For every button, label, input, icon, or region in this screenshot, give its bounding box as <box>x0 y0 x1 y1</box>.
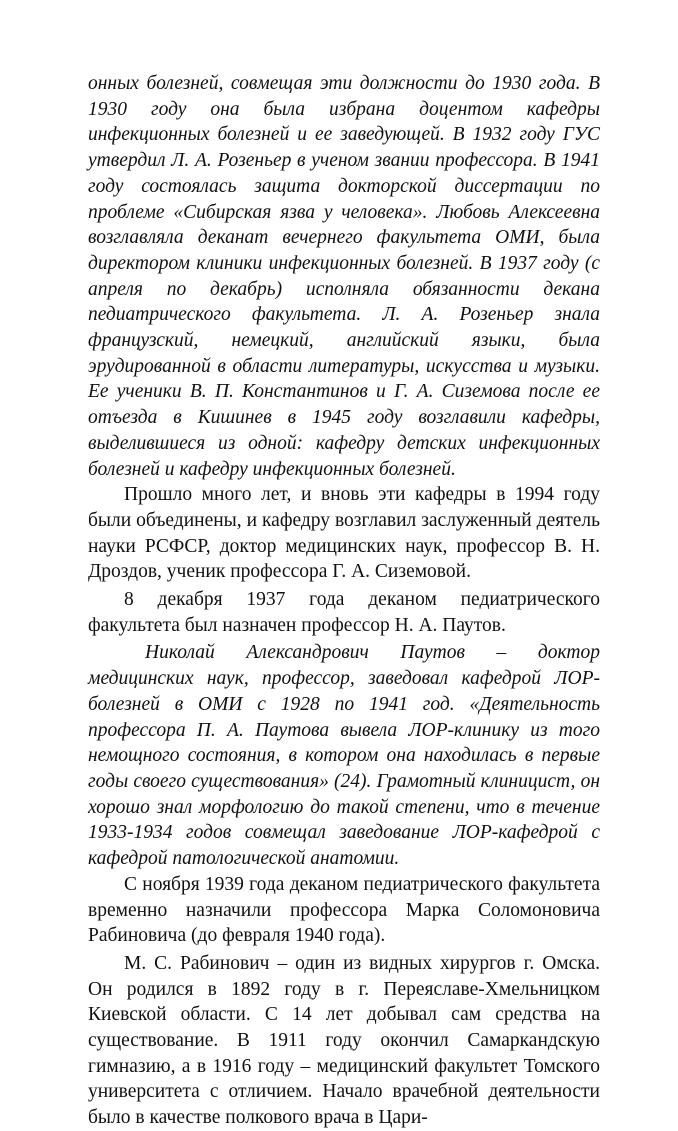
paragraph-merged-departments: Прошло много лет, и вновь эти кафедры в 1994 году были объединены, и кафедру возглавил заслуженный деятель науки РСФСР, доктор медицинских наук, профессор В. Н. Дроздов, ученик профессора Г. А. Сиземовой. <box>88 484 600 583</box>
paragraph-rozenier-bio: онных болезней, совмещая эти должности до 1930 года. В 1930 году она была избрана доцентом кафедры инфекционных болезней и ее заведующей. В 1932 году ГУС утвердил Л. А. Розеньер в ученом звании профессора. В 1941 году состоялась защита докторской диссертации по проблеме «Сибирская язва у человека». Любовь Алексеевна возглавляла деканат вечернего факультета ОМИ, была директором клиники инфекционных болезней. В 1937 году (с апреля по декабрь) исполняла обязанности декана педиатрического факультета. Л. А. Розеньер знала французский, немецкий, английский языки, была эрудированной в области литературы, искусства и музыки. Ее ученики В. П. Константинов и Г. А. Сиземова после ее отъезда в Кишинев в 1945 году возглавили кафедры, выделившиеся из одной: кафедру детских инфекционных болезней и кафедру инфекционных болезней. <box>88 73 600 480</box>
paragraph-rabinovich-bio: М. С. Рабинович – один из видных хирургов г. Омска. Он родился в 1892 году в г. Переяславе-Хмельницком Киевской области. С 14 лет добывал сам средства на существование. В 1911 году окончил Самаркандскую гимназию, а в 1916 году – медицинский факультет Томского университета с отличием. Начало врачебной деятельности было в качестве полкового врача в Цари- <box>88 952 600 1129</box>
paragraph-dean-rabinovich: С ноября 1939 года деканом педиатрического факультета временно назначили профессора Марка Соломоновича Рабиновича (до февраля 1940 года). <box>88 873 600 947</box>
paragraph-pautov-bio: Николай Александрович Паутов – доктор медицинских наук, профессор, заведовал кафедрой ЛОР-болезней в ОМИ с 1928 по 1941 год. «Деятельность профессора П. А. Паутова вывела ЛОР-клинику из того немощного состояния, в котором она находилась в первые годы своего существования» (24). Грамотный клиницист, он хорошо знал морфологию до такой степени, что в течение 1933-1934 годов совмещал заведование ЛОР-кафедрой с кафедрой патологической анатомии. <box>88 642 600 870</box>
paragraph-dean-pautov: 8 декабря 1937 года деканом педиатрического факультета был назначен профессор Н. А. Паутов. <box>88 589 600 636</box>
document-body <box>88 71 600 1131</box>
